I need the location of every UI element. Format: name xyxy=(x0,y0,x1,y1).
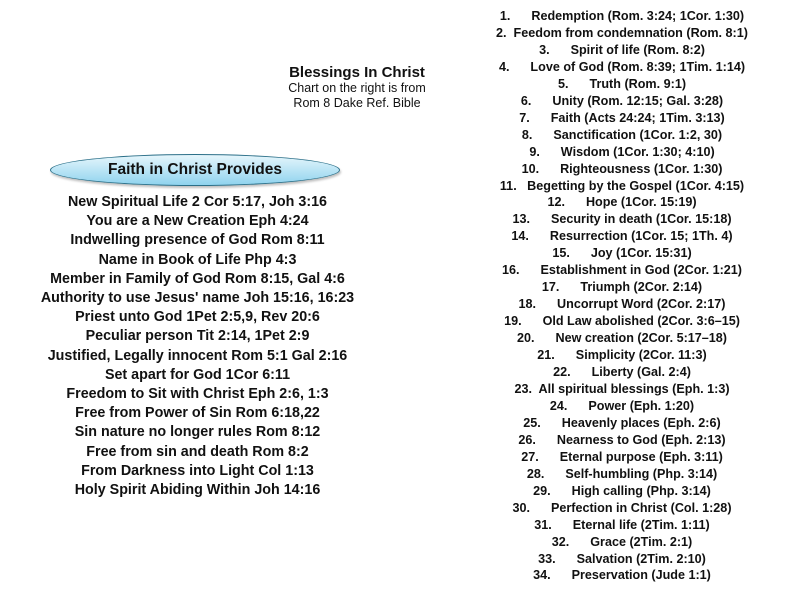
right-list-item: 33. Salvation (2Tim. 2:10) xyxy=(538,551,706,566)
right-list-item: 30. Perfection in Christ (Col. 1:28) xyxy=(512,500,732,515)
right-blessings-list xyxy=(452,8,792,584)
left-list-item: Free from Power of Sin Rom 6:18,22 xyxy=(75,405,320,422)
right-list-item: 3. Spirit of life (Rom. 8:2) xyxy=(539,42,705,57)
right-list-item: 34. Preservation (Jude 1:1) xyxy=(533,568,711,583)
right-list-item: 13. Security in death (1Cor. 15:18) xyxy=(512,212,732,227)
right-list-item: 11. Begetting by the Gospel (1Cor. 4:15) xyxy=(499,178,745,193)
left-list-item: Authority to use Jesus' name Joh 15:16, 16:23 xyxy=(40,290,355,307)
right-list-item: 23. All spiritual blessings (Eph. 1:3) xyxy=(514,381,730,396)
left-list-item: Freedom to Sit with Christ Eph 2:6, 1:3 xyxy=(66,386,329,403)
right-list-item: 7. Faith (Acts 24:24; 1Tim. 3:13) xyxy=(519,110,725,125)
right-list-item: 28. Self-humbling (Php. 3:14) xyxy=(526,466,718,481)
oval-label: Faith in Christ Provides xyxy=(108,161,282,178)
faith-in-christ-oval xyxy=(50,154,340,186)
right-list-item: 15. Joy (1Cor. 15:31) xyxy=(552,246,692,261)
left-list-item: Free from sin and death Rom 8:2 xyxy=(86,443,309,460)
left-list-item: Peculiar person Tit 2:14, 1Pet 2:9 xyxy=(85,328,310,345)
right-list-item: 12. Hope (1Cor. 15:19) xyxy=(547,195,697,210)
left-list-item: Set apart for God 1Cor 6:11 xyxy=(104,366,291,383)
heading-block xyxy=(262,64,452,110)
right-list-item: 10. Righteousness (1Cor. 1:30) xyxy=(521,161,723,176)
right-list-item: 20. New creation (2Cor. 5:17–18) xyxy=(517,331,727,346)
left-list-item: Sin nature no longer rules Rom 8:12 xyxy=(74,424,321,441)
right-list-item: 4. Love of God (Rom. 8:39; 1Tim. 1:14) xyxy=(498,59,746,74)
right-list-item: 6. Unity (Rom. 12:15; Gal. 3:28) xyxy=(520,93,724,108)
left-list-item: Member in Family of God Rom 8:15, Gal 4:6 xyxy=(50,270,345,287)
right-list-item: 29. High calling (Php. 3:14) xyxy=(533,483,711,498)
left-list-item: You are a New Creation Eph 4:24 xyxy=(86,213,309,230)
right-list-item: 31. Eternal life (2Tim. 1:11) xyxy=(534,517,710,532)
right-list-item: 2. Feedom from condemnation (Rom. 8:1) xyxy=(496,25,748,40)
left-list-item: New Spiritual Life 2 Cor 5:17, Joh 3:16 xyxy=(67,194,327,210)
right-list-item: 16. Establishment in God (2Cor. 1:21) xyxy=(501,263,743,278)
right-list-item: 26. Nearness to God (Eph. 2:13) xyxy=(518,432,726,447)
right-list-item: 22. Liberty (Gal. 2:4) xyxy=(553,365,691,380)
heading-title: Blessings In Christ xyxy=(289,64,425,81)
left-list-item: Holy Spirit Abiding Within Joh 14:16 xyxy=(74,482,321,499)
right-list-item: 8. Sanctification (1Cor. 1:2, 30) xyxy=(521,127,723,142)
left-list-item: From Darkness into Light Col 1:13 xyxy=(81,462,314,479)
right-list-item: 27. Eternal purpose (Eph. 3:11) xyxy=(521,449,723,464)
right-list-item: 14. Resurrection (1Cor. 15; 1Th. 4) xyxy=(511,229,733,244)
right-list-item: 18. Uncorrupt Word (2Cor. 2:17) xyxy=(518,297,726,312)
right-list-item: 32. Grace (2Tim. 2:1) xyxy=(551,534,693,549)
left-list-item: Priest unto God 1Pet 2:5,9, Rev 20:6 xyxy=(75,309,320,326)
right-list-item: 5. Truth (Rom. 9:1) xyxy=(557,76,687,91)
heading-line-2: Rom 8 Dake Ref. Bible xyxy=(293,95,421,110)
heading-line-1: Chart on the right is from xyxy=(288,81,426,96)
right-list-item: 17. Triumph (2Cor. 2:14) xyxy=(541,280,703,295)
right-list-item: 21. Simplicity (2Cor. 11:3) xyxy=(537,348,707,363)
left-blessings-list xyxy=(0,193,395,500)
left-list-item: Justified, Legally innocent Rom 5:1 Gal 2:16 xyxy=(47,347,348,364)
right-list-item: 25. Heavenly places (Eph. 2:6) xyxy=(523,415,721,430)
left-list-item: Indwelling presence of God Rom 8:11 xyxy=(70,232,325,249)
right-list-item: 1. Redemption (Rom. 3:24; 1Cor. 1:30) xyxy=(499,9,745,23)
right-list-item: 24. Power (Eph. 1:20) xyxy=(549,398,695,413)
right-list-item: 19. Old Law abolished (2Cor. 3:6–15) xyxy=(504,314,740,329)
left-list-item: Name in Book of Life Php 4:3 xyxy=(98,251,297,268)
right-list-item: 9. Wisdom (1Cor. 1:30; 4:10) xyxy=(529,144,715,159)
